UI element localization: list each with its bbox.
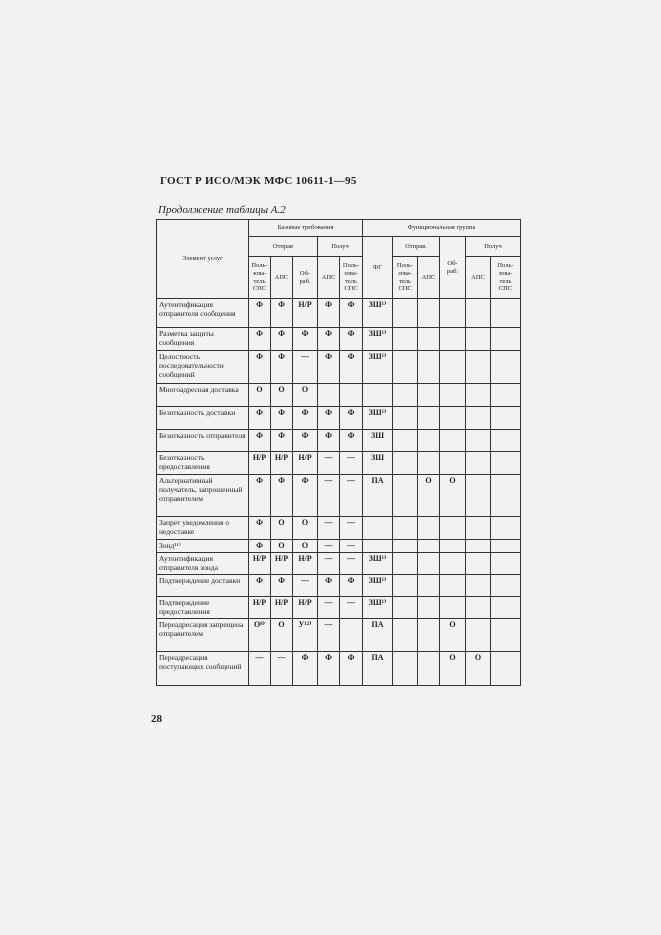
table-row bbox=[157, 475, 521, 517]
value-cell bbox=[393, 597, 418, 619]
col-fg-header: ФГ bbox=[363, 237, 393, 299]
col-aps-header: АПС bbox=[271, 257, 293, 299]
value-cell bbox=[491, 553, 521, 575]
value-cell bbox=[393, 430, 418, 452]
value-cell: Н/Р bbox=[293, 299, 318, 328]
value-cell: Ф bbox=[293, 652, 318, 686]
table-row bbox=[157, 299, 521, 328]
value-cell bbox=[393, 575, 418, 597]
value-cell: — bbox=[318, 517, 340, 540]
value-cell bbox=[418, 540, 440, 553]
table-row bbox=[157, 384, 521, 407]
service-element-name: Безотказность доставки bbox=[157, 407, 249, 430]
value-cell bbox=[491, 430, 521, 452]
col-aps-header: АПС bbox=[418, 257, 440, 299]
value-cell: ЗШ bbox=[363, 430, 393, 452]
value-cell bbox=[466, 553, 491, 575]
value-cell: ЗШ¹⁾ bbox=[363, 351, 393, 384]
value-cell bbox=[466, 475, 491, 517]
table-row bbox=[157, 575, 521, 597]
value-cell: О bbox=[293, 517, 318, 540]
value-cell: ЗШ¹⁾ bbox=[363, 553, 393, 575]
value-cell: ЗШ¹⁾ bbox=[363, 328, 393, 351]
value-cell: Ф bbox=[271, 407, 293, 430]
value-cell bbox=[418, 299, 440, 328]
service-element-name: Разметка защиты сообщения bbox=[157, 328, 249, 351]
value-cell bbox=[491, 299, 521, 328]
value-cell: Ф bbox=[293, 475, 318, 517]
value-cell: О bbox=[293, 540, 318, 553]
value-cell bbox=[440, 597, 466, 619]
value-cell: Ф bbox=[249, 328, 271, 351]
col-user-header: Поль-зова-тель СПС bbox=[491, 257, 521, 299]
value-cell bbox=[491, 575, 521, 597]
service-element-name: Подтверждение предоставления bbox=[157, 597, 249, 619]
value-cell bbox=[466, 351, 491, 384]
service-element-name: Зонд¹¹⁾ bbox=[157, 540, 249, 553]
value-cell bbox=[393, 475, 418, 517]
value-cell bbox=[491, 384, 521, 407]
value-cell bbox=[440, 553, 466, 575]
table-caption: Продолжение таблицы А.2 bbox=[158, 204, 286, 216]
value-cell bbox=[393, 299, 418, 328]
table-body bbox=[157, 299, 521, 686]
value-cell bbox=[440, 517, 466, 540]
value-cell: Ф bbox=[249, 517, 271, 540]
value-cell bbox=[466, 575, 491, 597]
value-cell: — bbox=[340, 540, 363, 553]
value-cell bbox=[418, 517, 440, 540]
table-row bbox=[157, 517, 521, 540]
value-cell bbox=[363, 540, 393, 553]
value-cell bbox=[418, 407, 440, 430]
value-cell bbox=[418, 553, 440, 575]
service-element-name: Альтернативный получатель, запрошенный отправителем bbox=[157, 475, 249, 517]
sub-send-header: Отправ bbox=[249, 237, 318, 257]
value-cell: Ф bbox=[249, 430, 271, 452]
value-cell bbox=[466, 619, 491, 652]
value-cell: — bbox=[318, 553, 340, 575]
value-cell bbox=[318, 384, 340, 407]
value-cell: Ф bbox=[249, 299, 271, 328]
value-cell bbox=[393, 652, 418, 686]
table-row bbox=[157, 452, 521, 475]
value-cell bbox=[491, 652, 521, 686]
page-number: 28 bbox=[151, 713, 162, 725]
value-cell: ЗШ¹⁾ bbox=[363, 407, 393, 430]
value-cell bbox=[418, 619, 440, 652]
value-cell: ЗШ¹⁾ bbox=[363, 575, 393, 597]
value-cell: Ф bbox=[249, 540, 271, 553]
group-base-header: Базовые требования bbox=[249, 220, 363, 237]
table-row bbox=[157, 328, 521, 351]
value-cell: Н/Р bbox=[249, 597, 271, 619]
value-cell: Ф bbox=[293, 407, 318, 430]
value-cell: У¹²⁾ bbox=[293, 619, 318, 652]
value-cell bbox=[491, 619, 521, 652]
value-cell: Ф bbox=[249, 575, 271, 597]
col-obrab-header: Об-раб. bbox=[293, 257, 318, 299]
value-cell: О bbox=[271, 384, 293, 407]
value-cell bbox=[491, 597, 521, 619]
value-cell: ПА bbox=[363, 652, 393, 686]
value-cell bbox=[491, 328, 521, 351]
value-cell bbox=[491, 351, 521, 384]
value-cell: Ф bbox=[318, 407, 340, 430]
value-cell: Ф bbox=[340, 328, 363, 351]
value-cell: ЗШ¹⁾ bbox=[363, 299, 393, 328]
value-cell bbox=[440, 452, 466, 475]
value-cell: — bbox=[293, 575, 318, 597]
value-cell: Ф bbox=[293, 430, 318, 452]
value-cell: — bbox=[318, 452, 340, 475]
table-row bbox=[157, 597, 521, 619]
service-element-name: Запрет уведомления о недоставке bbox=[157, 517, 249, 540]
value-cell: — bbox=[318, 597, 340, 619]
value-cell: Н/Р bbox=[293, 553, 318, 575]
value-cell bbox=[363, 384, 393, 407]
value-cell bbox=[393, 553, 418, 575]
col-user-header: Поль-зова-тель СПС bbox=[249, 257, 271, 299]
value-cell: Ф bbox=[318, 652, 340, 686]
value-cell bbox=[440, 575, 466, 597]
value-cell: — bbox=[340, 452, 363, 475]
service-element-name: Переадресация запрещена отправителем bbox=[157, 619, 249, 652]
value-cell: Ф bbox=[340, 575, 363, 597]
value-cell bbox=[466, 328, 491, 351]
value-cell: О⁸⁾ bbox=[249, 619, 271, 652]
value-cell: Ф bbox=[340, 407, 363, 430]
value-cell: Ф bbox=[340, 351, 363, 384]
value-cell: О bbox=[466, 652, 491, 686]
value-cell: Н/Р bbox=[271, 553, 293, 575]
value-cell bbox=[393, 328, 418, 351]
col-obrab-func-header: Об-раб. bbox=[440, 237, 466, 299]
value-cell bbox=[440, 384, 466, 407]
service-element-name: Аутентификация отправителя сообщения bbox=[157, 299, 249, 328]
service-element-name: Безотказность предоставления bbox=[157, 452, 249, 475]
value-cell bbox=[393, 351, 418, 384]
table-row bbox=[157, 430, 521, 452]
value-cell bbox=[418, 351, 440, 384]
value-cell bbox=[491, 407, 521, 430]
value-cell: Н/Р bbox=[271, 452, 293, 475]
value-cell: О bbox=[293, 384, 318, 407]
service-element-name: Подтверждение доставки bbox=[157, 575, 249, 597]
value-cell bbox=[363, 517, 393, 540]
value-cell: Н/Р bbox=[249, 553, 271, 575]
value-cell bbox=[393, 384, 418, 407]
value-cell: О bbox=[271, 619, 293, 652]
value-cell bbox=[418, 652, 440, 686]
value-cell bbox=[393, 407, 418, 430]
value-cell bbox=[466, 407, 491, 430]
value-cell bbox=[340, 384, 363, 407]
col-user-header: Поль-зова-тель СПС bbox=[393, 257, 418, 299]
value-cell: О bbox=[440, 475, 466, 517]
value-cell: Ф bbox=[249, 407, 271, 430]
value-cell: ЗШ bbox=[363, 452, 393, 475]
value-cell bbox=[418, 575, 440, 597]
value-cell: Ф bbox=[271, 575, 293, 597]
value-cell bbox=[418, 384, 440, 407]
value-cell: Ф bbox=[318, 328, 340, 351]
value-cell: О bbox=[271, 517, 293, 540]
value-cell: Ф bbox=[340, 652, 363, 686]
value-cell: ПА bbox=[363, 619, 393, 652]
value-cell bbox=[466, 597, 491, 619]
value-cell bbox=[491, 540, 521, 553]
group-func-header: Функциональная группа bbox=[363, 220, 521, 237]
value-cell bbox=[491, 517, 521, 540]
value-cell: О bbox=[418, 475, 440, 517]
sub-send-func-header: Отправ. bbox=[393, 237, 440, 257]
service-element-name: Аутентификация отправителя зонда bbox=[157, 553, 249, 575]
service-element-name: Многоадресная доставка bbox=[157, 384, 249, 407]
value-cell bbox=[466, 384, 491, 407]
value-cell: — bbox=[340, 553, 363, 575]
value-cell: Н/Р bbox=[271, 597, 293, 619]
value-cell: ПА bbox=[363, 475, 393, 517]
value-cell: Ф bbox=[271, 328, 293, 351]
value-cell: О bbox=[271, 540, 293, 553]
value-cell: Н/Р bbox=[293, 452, 318, 475]
value-cell: ЗШ¹⁾ bbox=[363, 597, 393, 619]
value-cell: — bbox=[340, 517, 363, 540]
value-cell bbox=[418, 328, 440, 351]
col-aps-header: АПС bbox=[318, 257, 340, 299]
value-cell: Н/Р bbox=[249, 452, 271, 475]
value-cell bbox=[340, 619, 363, 652]
table-row bbox=[157, 652, 521, 686]
value-cell: Ф bbox=[249, 475, 271, 517]
value-cell bbox=[418, 597, 440, 619]
value-cell: — bbox=[249, 652, 271, 686]
value-cell bbox=[440, 540, 466, 553]
value-cell: — bbox=[271, 652, 293, 686]
value-cell bbox=[393, 540, 418, 553]
value-cell bbox=[393, 619, 418, 652]
value-cell: Ф bbox=[318, 299, 340, 328]
value-cell: Ф bbox=[271, 430, 293, 452]
value-cell: Ф bbox=[340, 299, 363, 328]
table-row bbox=[157, 351, 521, 384]
value-cell bbox=[418, 452, 440, 475]
col-user-header: Поль-зова-тель СПС bbox=[340, 257, 363, 299]
value-cell: — bbox=[318, 475, 340, 517]
value-cell bbox=[440, 430, 466, 452]
value-cell: О bbox=[440, 619, 466, 652]
value-cell bbox=[440, 351, 466, 384]
value-cell: Н/Р bbox=[293, 597, 318, 619]
requirements-table bbox=[156, 219, 521, 686]
value-cell bbox=[491, 475, 521, 517]
value-cell bbox=[440, 328, 466, 351]
value-cell bbox=[466, 430, 491, 452]
value-cell: Ф bbox=[318, 575, 340, 597]
sub-recv-header: Получ bbox=[318, 237, 363, 257]
value-cell: — bbox=[318, 619, 340, 652]
table-row bbox=[157, 619, 521, 652]
value-cell: — bbox=[340, 597, 363, 619]
value-cell: Ф bbox=[293, 328, 318, 351]
sub-recv-func-header: Получ bbox=[466, 237, 521, 257]
value-cell bbox=[466, 452, 491, 475]
value-cell: Ф bbox=[271, 299, 293, 328]
value-cell bbox=[440, 299, 466, 328]
col-aps-header: АПС bbox=[466, 257, 491, 299]
col-element-header: Элемент услуг bbox=[157, 220, 249, 299]
value-cell bbox=[491, 452, 521, 475]
value-cell: Ф bbox=[318, 351, 340, 384]
table-row bbox=[157, 553, 521, 575]
value-cell bbox=[466, 299, 491, 328]
value-cell: О bbox=[440, 652, 466, 686]
value-cell bbox=[418, 430, 440, 452]
service-element-name: Безотказность отправителя bbox=[157, 430, 249, 452]
value-cell: Ф bbox=[271, 351, 293, 384]
value-cell: Ф bbox=[249, 351, 271, 384]
value-cell: — bbox=[318, 540, 340, 553]
value-cell: О bbox=[249, 384, 271, 407]
value-cell bbox=[393, 517, 418, 540]
value-cell bbox=[466, 540, 491, 553]
value-cell: — bbox=[293, 351, 318, 384]
value-cell bbox=[440, 407, 466, 430]
value-cell: Ф bbox=[271, 475, 293, 517]
service-element-name: Целостность последовательности сообщений bbox=[157, 351, 249, 384]
value-cell: Ф bbox=[318, 430, 340, 452]
value-cell: — bbox=[340, 475, 363, 517]
document-header: ГОСТ Р ИСО/МЭК МФС 10611-1—95 bbox=[160, 175, 357, 187]
table-row bbox=[157, 540, 521, 553]
value-cell bbox=[466, 517, 491, 540]
value-cell: Ф bbox=[340, 430, 363, 452]
value-cell bbox=[393, 452, 418, 475]
service-element-name: Переадресация поступающих сообщений bbox=[157, 652, 249, 686]
table-row bbox=[157, 407, 521, 430]
